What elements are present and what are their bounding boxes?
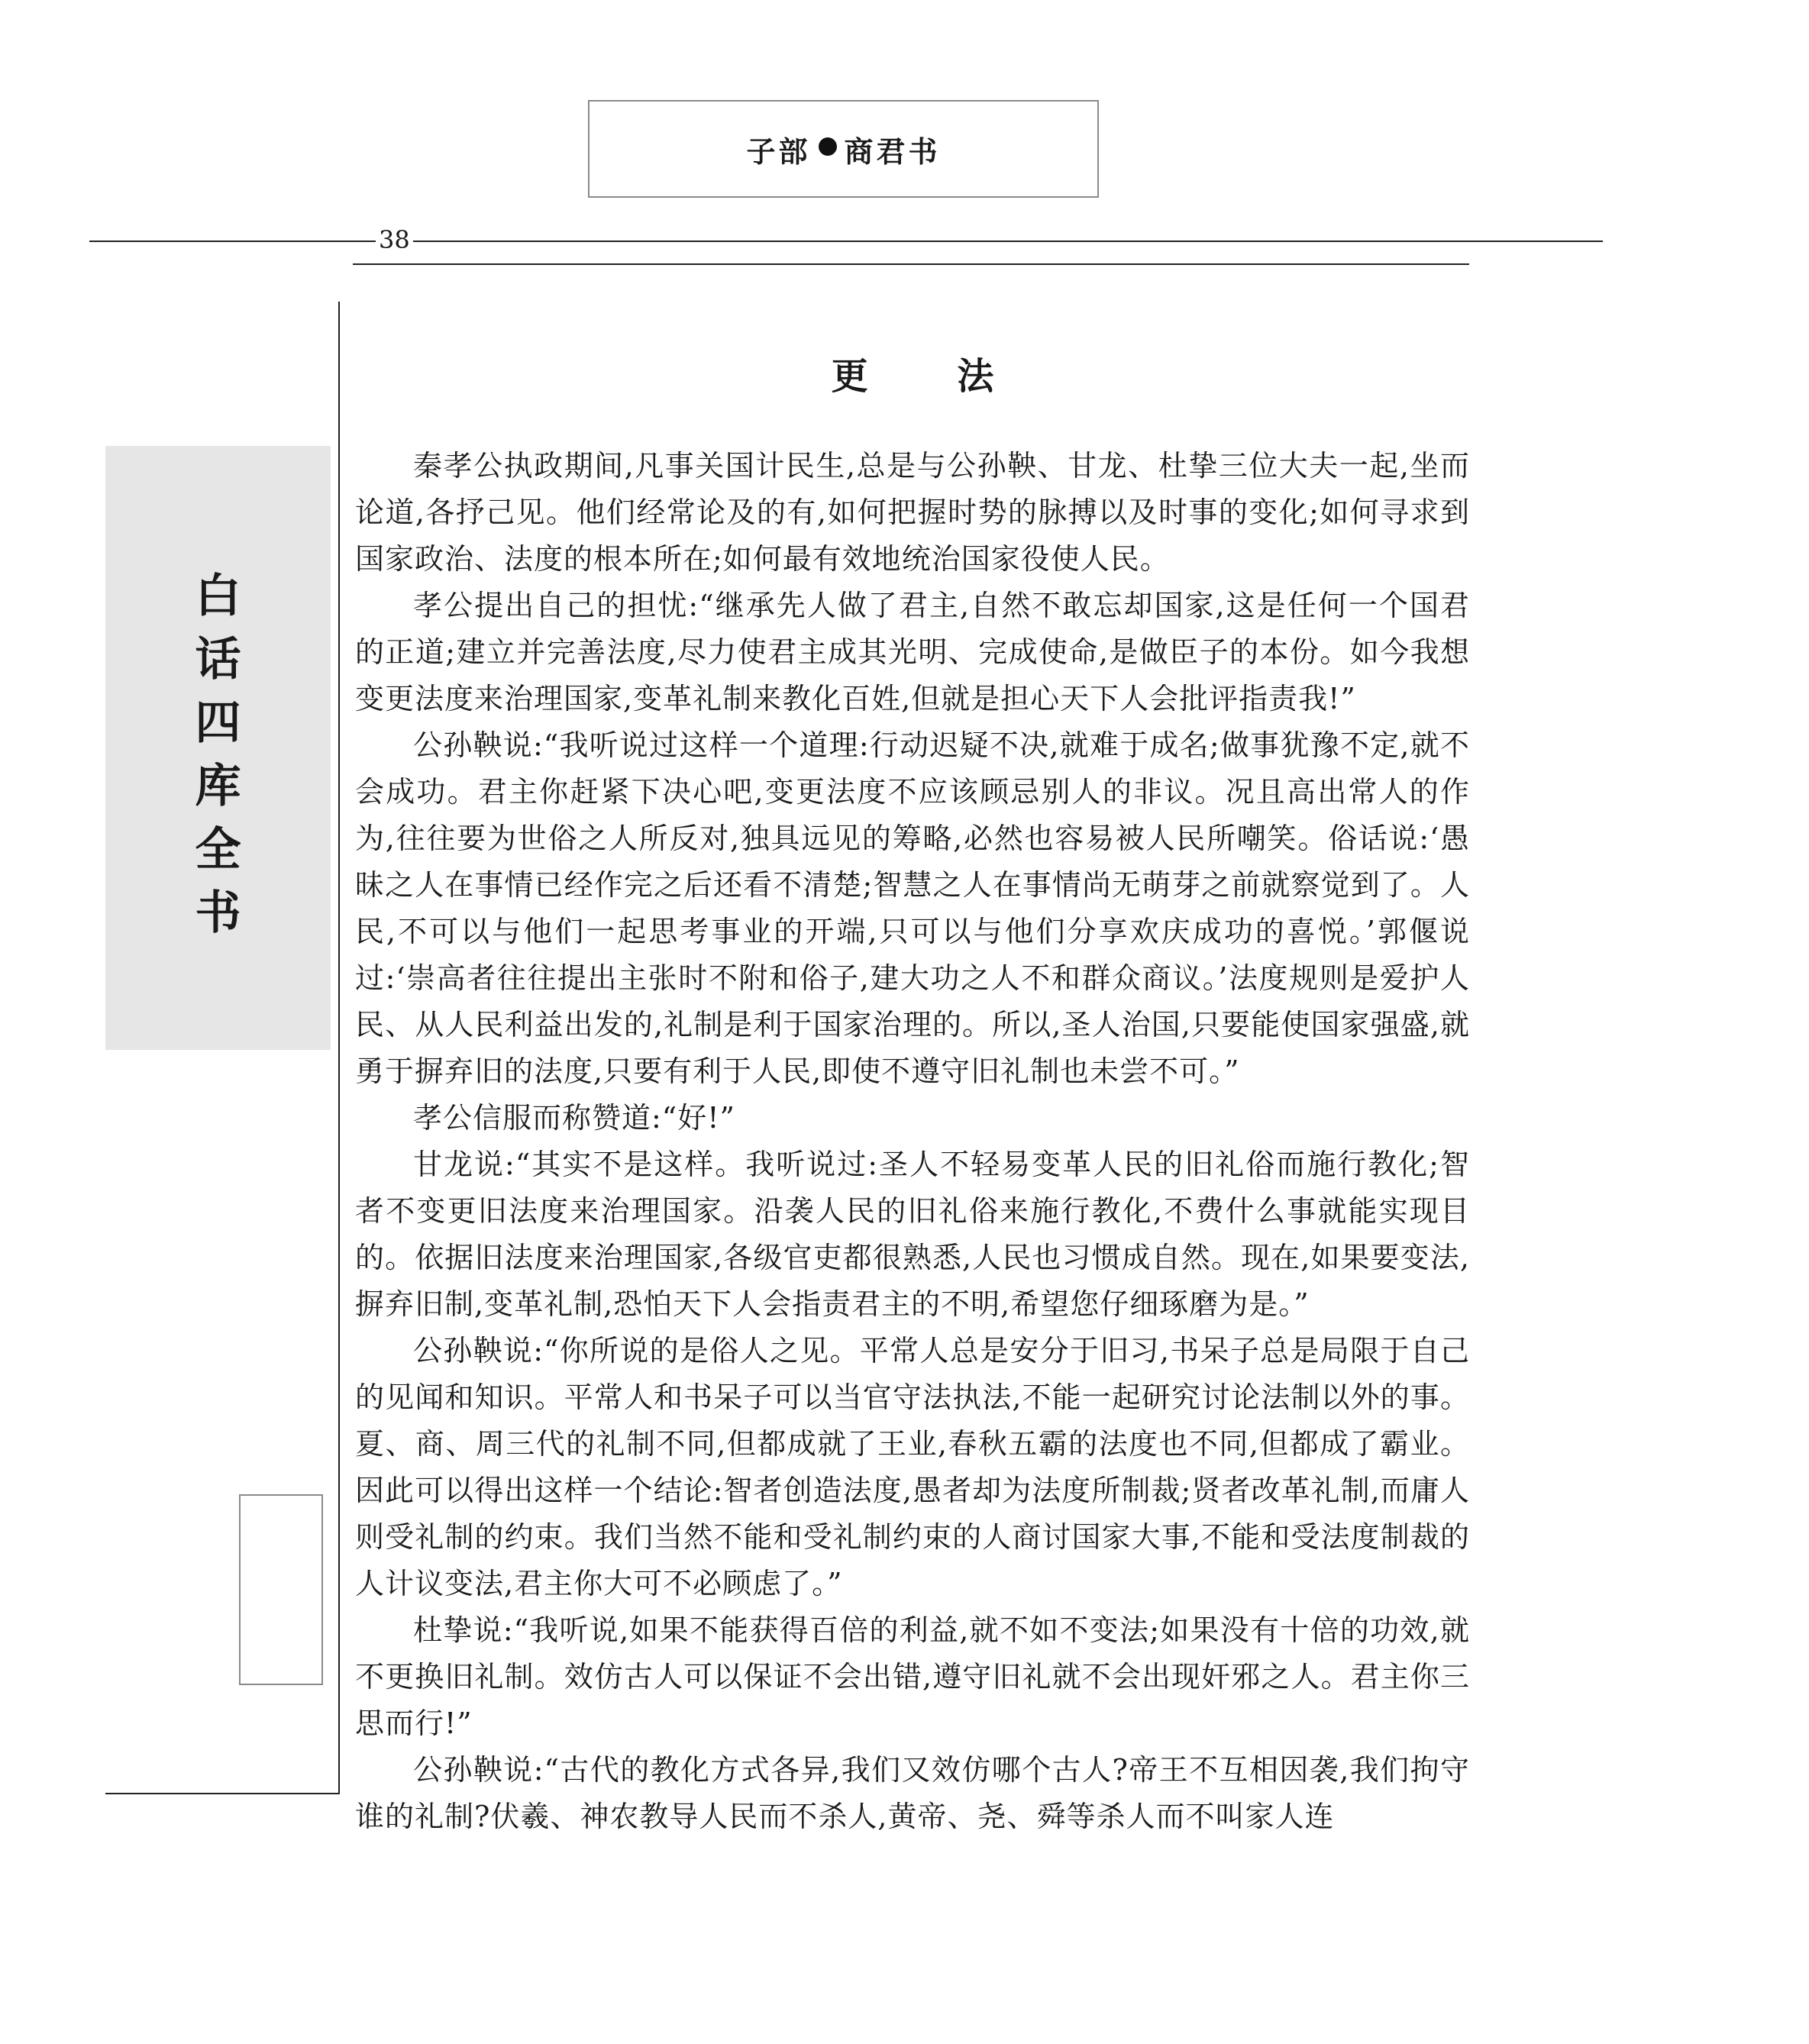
header-rule-bottom xyxy=(353,263,1469,265)
paragraph: 公孙鞅说:“古代的教化方式各异,我们又效仿哪个古人?帝王不互相因袭,我们拘守谁的礼制?伏羲、神农教导人民而不杀人,黄帝、尧、舜等杀人而不叫家人连 xyxy=(355,1753,1470,1833)
margin-bottom-rule xyxy=(105,1793,340,1794)
paragraph: 孝公信服而称赞道:“好!” xyxy=(413,1101,735,1135)
series-title-char: 话 xyxy=(195,633,241,686)
paragraph: 孝公提出自己的担忧:“继承先人做了君主,自然不敢忘却国家,这是任何一个国君的正道;建立并完善法度,尽力使君主成其光明、完成使命,是做臣子的本份。如今我想变更法度来治理国家,变革礼制来教化百姓,但就是担心天下人会批评指责我!” xyxy=(355,589,1470,715)
series-title-char: 白 xyxy=(195,570,241,623)
body-text xyxy=(355,443,1470,1840)
paragraph: 秦孝公执政期间,凡事关国计民生,总是与公孙鞅、甘龙、杜挚三位大夫一起,坐而论道,各抒己见。他们经常论及的有,如何把握时势的脉搏以及时事的变化;如何寻求到国家政治、法度的根本所在;如何最有效地统治国家役使人民。 xyxy=(355,449,1470,576)
paragraph: 公孙鞅说:“我听说过这样一个道理:行动迟疑不决,就难于成名;做事犹豫不定,就不会成功。君主你赶紧下决心吧,变更法度不应该顾忌别人的非议。况且高出常人的作为,往往要为世俗之人所反对,独具远见的筹略,必然也容易被人民所嘲笑。俗话说:‘愚昧之人在事情已经作完之后还看不清楚;智慧之人在事情尚无萌芽之前就察觉到了。人民,不可以与他们一起思考事业的开端,只可以与他们分享欢庆成功的喜悦。’郭偃说过:‘崇高者往往提出主张时不附和俗子,建大功之人不和群众商议。’法度规则是爱护人民、从人民利益出发的,礼制是利于国家治理的。所以,圣人治国,只要能使国家强盛,就勇于摒弃旧的法度,只要有利于人民,即使不遵守旧礼制也未尝不可。” xyxy=(355,728,1470,1088)
paragraph: 公孙鞅说:“你所说的是俗人之见。平常人总是安分于旧习,书呆子总是局限于自己的见闻和知识。平常人和书呆子可以当官守法执法,不能一起研究讨论法制以外的事。夏、商、周三代的礼制不同,但都成就了王业,春秋五霸的法度也不同,但都成了霸业。因此可以得出这样一个结论:智者创造法度,愚者却为法度所制裁;贤者改革礼制,而庸人则受礼制的约束。我们当然不能和受礼制约束的人商讨国家大事,不能和受法度制裁的人计议变法,君主你大可不必顾虑了。” xyxy=(355,1334,1470,1600)
header-section: 子部 xyxy=(746,134,811,169)
paragraph: 甘龙说:“其实不是这样。我听说过:圣人不轻易变革人民的旧礼俗而施行教化;智者不变更旧法度来治理国家。沿袭人民的旧礼俗来施行教化,不费什么事就能实现目的。依据旧法度来治理国家,各级官吏都很熟悉,人民也习惯成自然。现在,如果要变法,摒弃旧制,变革礼制,恐怕天下人会指责君主的不明,希望您仔细琢磨为是。” xyxy=(355,1148,1470,1321)
series-title-char: 库 xyxy=(195,760,241,813)
series-title-char: 书 xyxy=(195,886,241,940)
page-number: 38 xyxy=(376,226,413,253)
margin-vertical-rule xyxy=(338,302,340,1794)
margin-tab-box xyxy=(239,1494,323,1685)
section-title: 更 法 xyxy=(831,355,1032,398)
running-header xyxy=(588,100,1099,198)
paragraph: 杜挚说:“我听说,如果不能获得百倍的利益,就不如不变法;如果没有十倍的功效,就不更换旧礼制。效仿古人可以保证不会出错,遵守旧礼就不会出现奸邪之人。君主你三思而行!” xyxy=(355,1613,1470,1740)
header-book-title: 商君书 xyxy=(844,134,941,169)
series-title-char: 四 xyxy=(195,696,241,750)
header-rule-top xyxy=(89,241,1603,242)
filled-circle-icon xyxy=(819,137,837,156)
series-title-char: 全 xyxy=(195,823,241,877)
series-title xyxy=(105,565,331,945)
